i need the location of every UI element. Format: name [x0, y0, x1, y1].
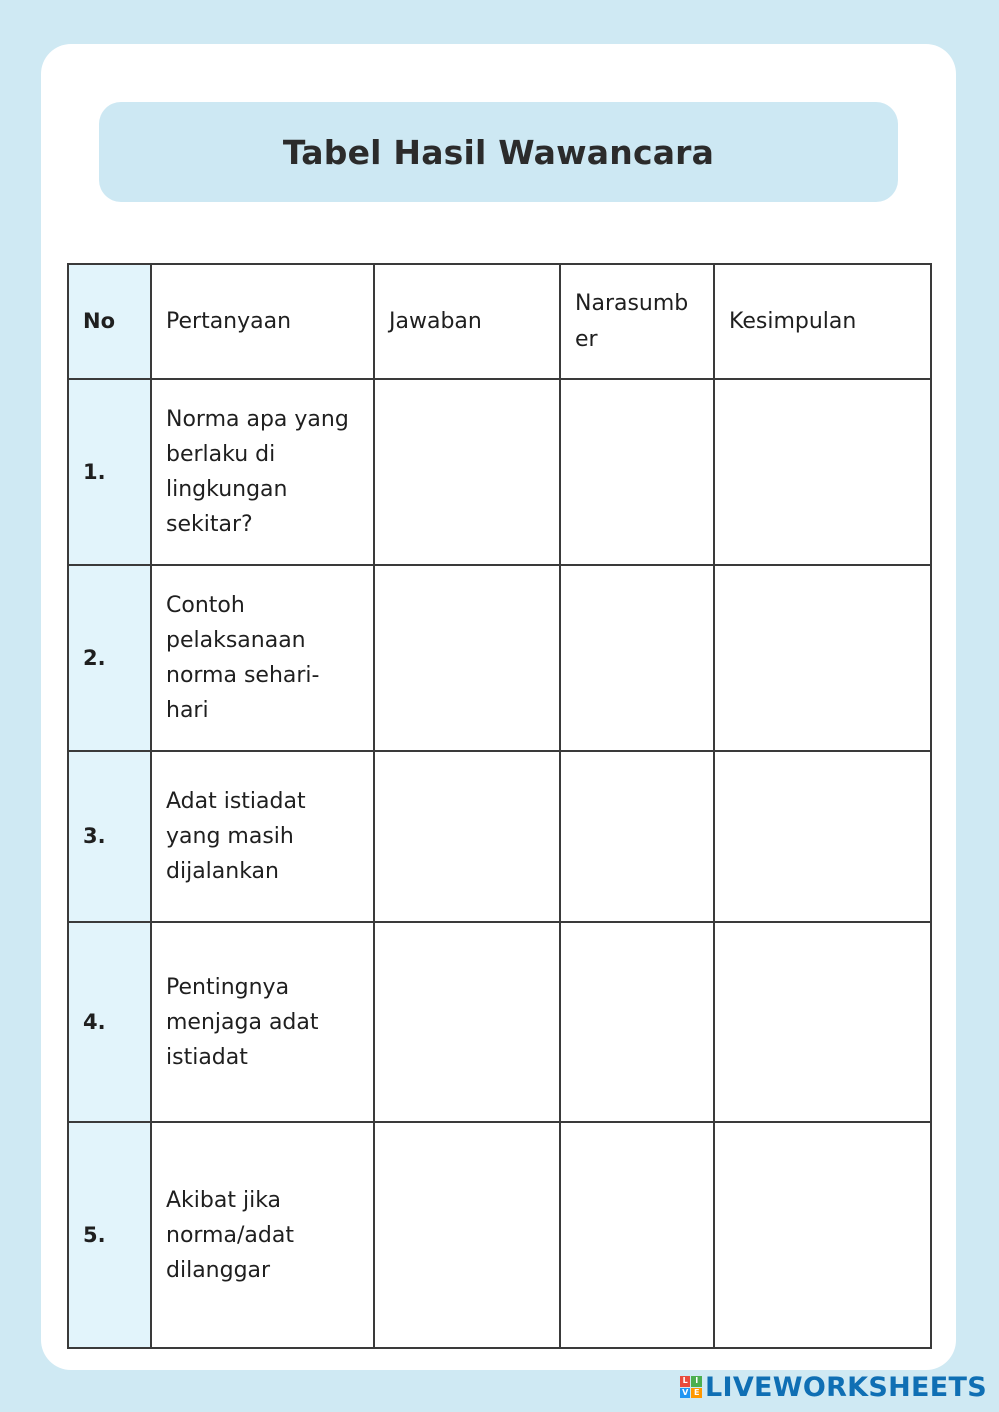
table-row [68, 565, 931, 751]
source-cell[interactable] [560, 922, 714, 1122]
source-cell[interactable] [560, 751, 714, 922]
source-cell[interactable] [560, 565, 714, 751]
answer-cell[interactable] [374, 922, 560, 1122]
row-number: 1. [68, 379, 151, 565]
question-cell: Pentingnya menjaga adat istiadat [151, 922, 374, 1122]
title-banner [99, 102, 898, 202]
conclusion-cell[interactable] [714, 1122, 931, 1348]
answer-cell[interactable] [374, 751, 560, 922]
row-number: 2. [68, 565, 151, 751]
liveworksheets-logo[interactable] [680, 1370, 987, 1404]
table-row [68, 379, 931, 565]
answer-cell[interactable] [374, 1122, 560, 1348]
row-number: 3. [68, 751, 151, 922]
question-cell: Contoh pelaksanaan norma sehari-hari [151, 565, 374, 751]
table-row [68, 1122, 931, 1348]
header-pertanyaan: Pertanyaan [151, 264, 374, 379]
row-number: 4. [68, 922, 151, 1122]
header-narasumber: Narasumber [560, 264, 714, 379]
logo-wordmark: LIVEWORKSHEETS [704, 1371, 987, 1403]
question-cell: Akibat jika norma/adat dilanggar [151, 1122, 374, 1348]
conclusion-cell[interactable] [714, 922, 931, 1122]
table-header-row [68, 264, 931, 379]
source-cell[interactable] [560, 379, 714, 565]
source-cell[interactable] [560, 1122, 714, 1348]
conclusion-cell[interactable] [714, 565, 931, 751]
header-kesimpulan: Kesimpulan [714, 264, 931, 379]
page-title: Tabel Hasil Wawancara [282, 132, 715, 172]
interview-results-table [67, 263, 932, 1349]
answer-cell[interactable] [374, 565, 560, 751]
header-jawaban: Jawaban [374, 264, 560, 379]
table-row [68, 751, 931, 922]
question-cell: Adat istiadat yang masih dijalankan [151, 751, 374, 922]
header-no: No [68, 264, 151, 379]
question-cell: Norma apa yang berlaku di lingkungan sekitar? [151, 379, 374, 565]
table-row [68, 922, 931, 1122]
row-number: 5. [68, 1122, 151, 1348]
conclusion-cell[interactable] [714, 379, 931, 565]
conclusion-cell[interactable] [714, 751, 931, 922]
answer-cell[interactable] [374, 379, 560, 565]
liveworksheets-logo-icon: L I V E [680, 1376, 702, 1398]
